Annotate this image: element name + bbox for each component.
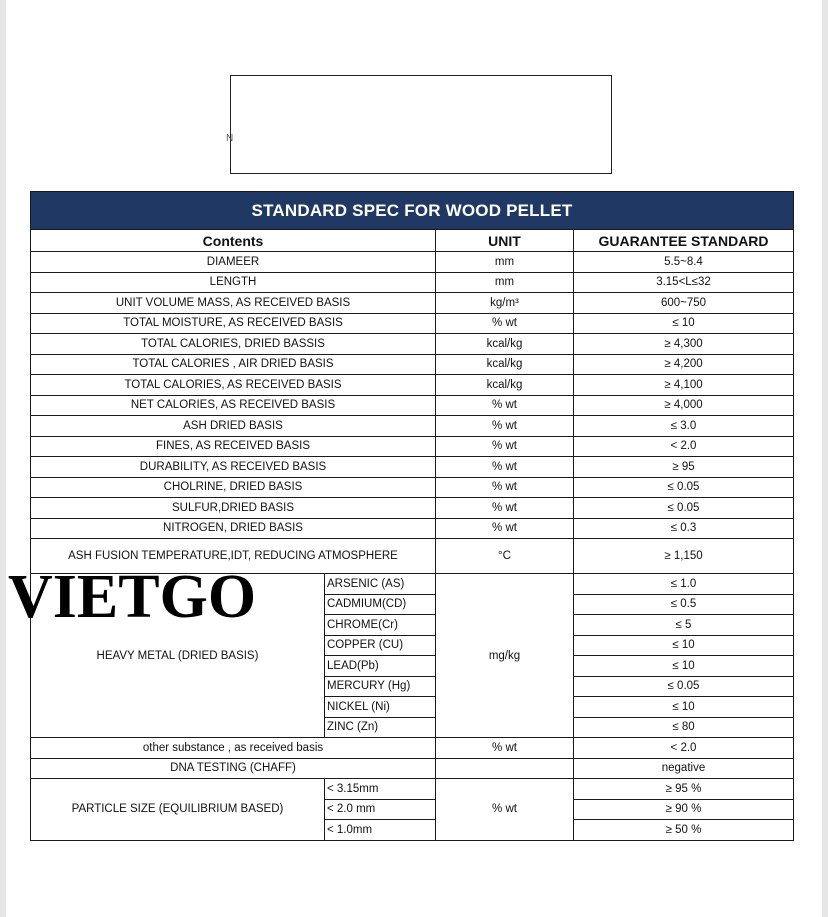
table-row <box>31 436 794 457</box>
row-standard: ≤ 3.0 <box>574 416 794 437</box>
table-row <box>31 272 794 293</box>
row-standard: ≥ 1,150 <box>574 539 794 574</box>
row-standard: ≥ 4,100 <box>574 375 794 396</box>
row-content: NET CALORIES, AS RECEIVED BASIS <box>31 395 436 416</box>
row-unit: % wt <box>436 477 574 498</box>
row-content: DIAMEER <box>31 252 436 273</box>
dna-testing-standard: negative <box>574 758 794 779</box>
row-standard: ≤ 10 <box>574 313 794 334</box>
row-content: NITROGEN, DRIED BASIS <box>31 518 436 539</box>
heavy-metal-unit: mg/kg <box>436 574 574 738</box>
metal-standard: ≤ 10 <box>574 697 794 718</box>
row-content: TOTAL CALORIES, DRIED BASSIS <box>31 334 436 355</box>
row-unit: kcal/kg <box>436 354 574 375</box>
row-content: DURABILITY, AS RECEIVED BASIS <box>31 457 436 478</box>
row-content: ASH FUSION TEMPERATURE,IDT, REDUCING ATMOSPHERE <box>31 539 436 574</box>
row-standard: 3.15<L≤32 <box>574 272 794 293</box>
row-standard: ≤ 0.05 <box>574 477 794 498</box>
table-row <box>31 416 794 437</box>
row-standard: ≤ 0.3 <box>574 518 794 539</box>
particle-size-unit: % wt <box>436 779 574 841</box>
title-row <box>31 192 794 230</box>
table-title: STANDARD SPEC FOR WOOD PELLET <box>31 192 794 230</box>
other-substance-content: other substance , as received basis <box>31 738 436 759</box>
row-standard: ≥ 4,300 <box>574 334 794 355</box>
metal-standard: ≤ 0.05 <box>574 676 794 697</box>
metal-name: COPPER (CU) <box>325 635 436 656</box>
table-row <box>31 738 794 759</box>
metal-standard: ≤ 10 <box>574 656 794 677</box>
metal-name: MERCURY (Hg) <box>325 676 436 697</box>
particle-size-row <box>31 779 794 800</box>
metal-name: CADMIUM(CD) <box>325 594 436 615</box>
row-unit: mm <box>436 272 574 293</box>
blank-header-box <box>230 75 612 174</box>
heavy-metal-label: HEAVY METAL (DRIED BASIS) <box>31 574 325 738</box>
table-row <box>31 354 794 375</box>
metal-standard: ≤ 1.0 <box>574 574 794 595</box>
row-content: ASH DRIED BASIS <box>31 416 436 437</box>
row-unit: % wt <box>436 498 574 519</box>
metal-standard: ≤ 80 <box>574 717 794 738</box>
particle-size-value: < 2.0 mm <box>325 799 436 820</box>
row-unit: % wt <box>436 457 574 478</box>
table-row <box>31 293 794 314</box>
particle-size-value: < 3.15mm <box>325 779 436 800</box>
vietgo-watermark: VIETGO <box>8 563 257 631</box>
metal-standard: ≤ 10 <box>574 635 794 656</box>
spec-table <box>30 191 794 841</box>
row-standard: ≥ 95 <box>574 457 794 478</box>
row-unit: mm <box>436 252 574 273</box>
row-content: FINES, AS RECEIVED BASIS <box>31 436 436 457</box>
row-content: TOTAL MOISTURE, AS RECEIVED BASIS <box>31 313 436 334</box>
metal-name: ZINC (Zn) <box>325 717 436 738</box>
row-unit: kg/m³ <box>436 293 574 314</box>
metal-name: ARSENIC (AS) <box>325 574 436 595</box>
row-content: UNIT VOLUME MASS, AS RECEIVED BASIS <box>31 293 436 314</box>
stray-mark: N <box>226 133 234 144</box>
row-standard: ≥ 4,200 <box>574 354 794 375</box>
particle-size-standard: ≥ 90 % <box>574 799 794 820</box>
table-row <box>31 375 794 396</box>
row-unit: % wt <box>436 313 574 334</box>
table-row <box>31 758 794 779</box>
header-row <box>31 230 794 252</box>
row-unit: kcal/kg <box>436 334 574 355</box>
row-standard: 5.5~8.4 <box>574 252 794 273</box>
header-contents: Contents <box>31 230 436 252</box>
page-edge-left <box>0 0 6 917</box>
table-row <box>31 518 794 539</box>
particle-size-value: < 1.0mm <box>325 820 436 841</box>
row-content: LENGTH <box>31 272 436 293</box>
metal-standard: ≤ 0.5 <box>574 594 794 615</box>
row-standard: ≥ 4,000 <box>574 395 794 416</box>
metal-name: NICKEL (Ni) <box>325 697 436 718</box>
row-unit: % wt <box>436 518 574 539</box>
other-substance-unit: % wt <box>436 738 574 759</box>
header-unit: UNIT <box>436 230 574 252</box>
particle-size-standard: ≥ 95 % <box>574 779 794 800</box>
row-standard: < 2.0 <box>574 436 794 457</box>
row-content: CHOLRINE, DRIED BASIS <box>31 477 436 498</box>
row-unit: kcal/kg <box>436 375 574 396</box>
metal-name: CHROME(Cr) <box>325 615 436 636</box>
particle-size-standard: ≥ 50 % <box>574 820 794 841</box>
row-unit: °C <box>436 539 574 574</box>
row-standard: ≤ 0.05 <box>574 498 794 519</box>
table-row <box>31 313 794 334</box>
row-content: TOTAL CALORIES , AIR DRIED BASIS <box>31 354 436 375</box>
other-substance-standard: < 2.0 <box>574 738 794 759</box>
page-edge-right <box>822 0 828 917</box>
table-row <box>31 477 794 498</box>
row-unit: % wt <box>436 416 574 437</box>
particle-size-label: PARTICLE SIZE (EQUILIBRIUM BASED) <box>31 779 325 841</box>
metal-standard: ≤ 5 <box>574 615 794 636</box>
dna-testing-content: DNA TESTING (CHAFF) <box>31 758 436 779</box>
dna-testing-unit <box>436 758 574 779</box>
table-row <box>31 457 794 478</box>
row-unit: % wt <box>436 395 574 416</box>
table-row <box>31 498 794 519</box>
table-row <box>31 252 794 273</box>
row-standard: 600~750 <box>574 293 794 314</box>
header-standard: GUARANTEE STANDARD <box>574 230 794 252</box>
row-content: SULFUR,DRIED BASIS <box>31 498 436 519</box>
metal-name: LEAD(Pb) <box>325 656 436 677</box>
row-content: TOTAL CALORIES, AS RECEIVED BASIS <box>31 375 436 396</box>
row-unit: % wt <box>436 436 574 457</box>
table-row <box>31 395 794 416</box>
table-row <box>31 334 794 355</box>
